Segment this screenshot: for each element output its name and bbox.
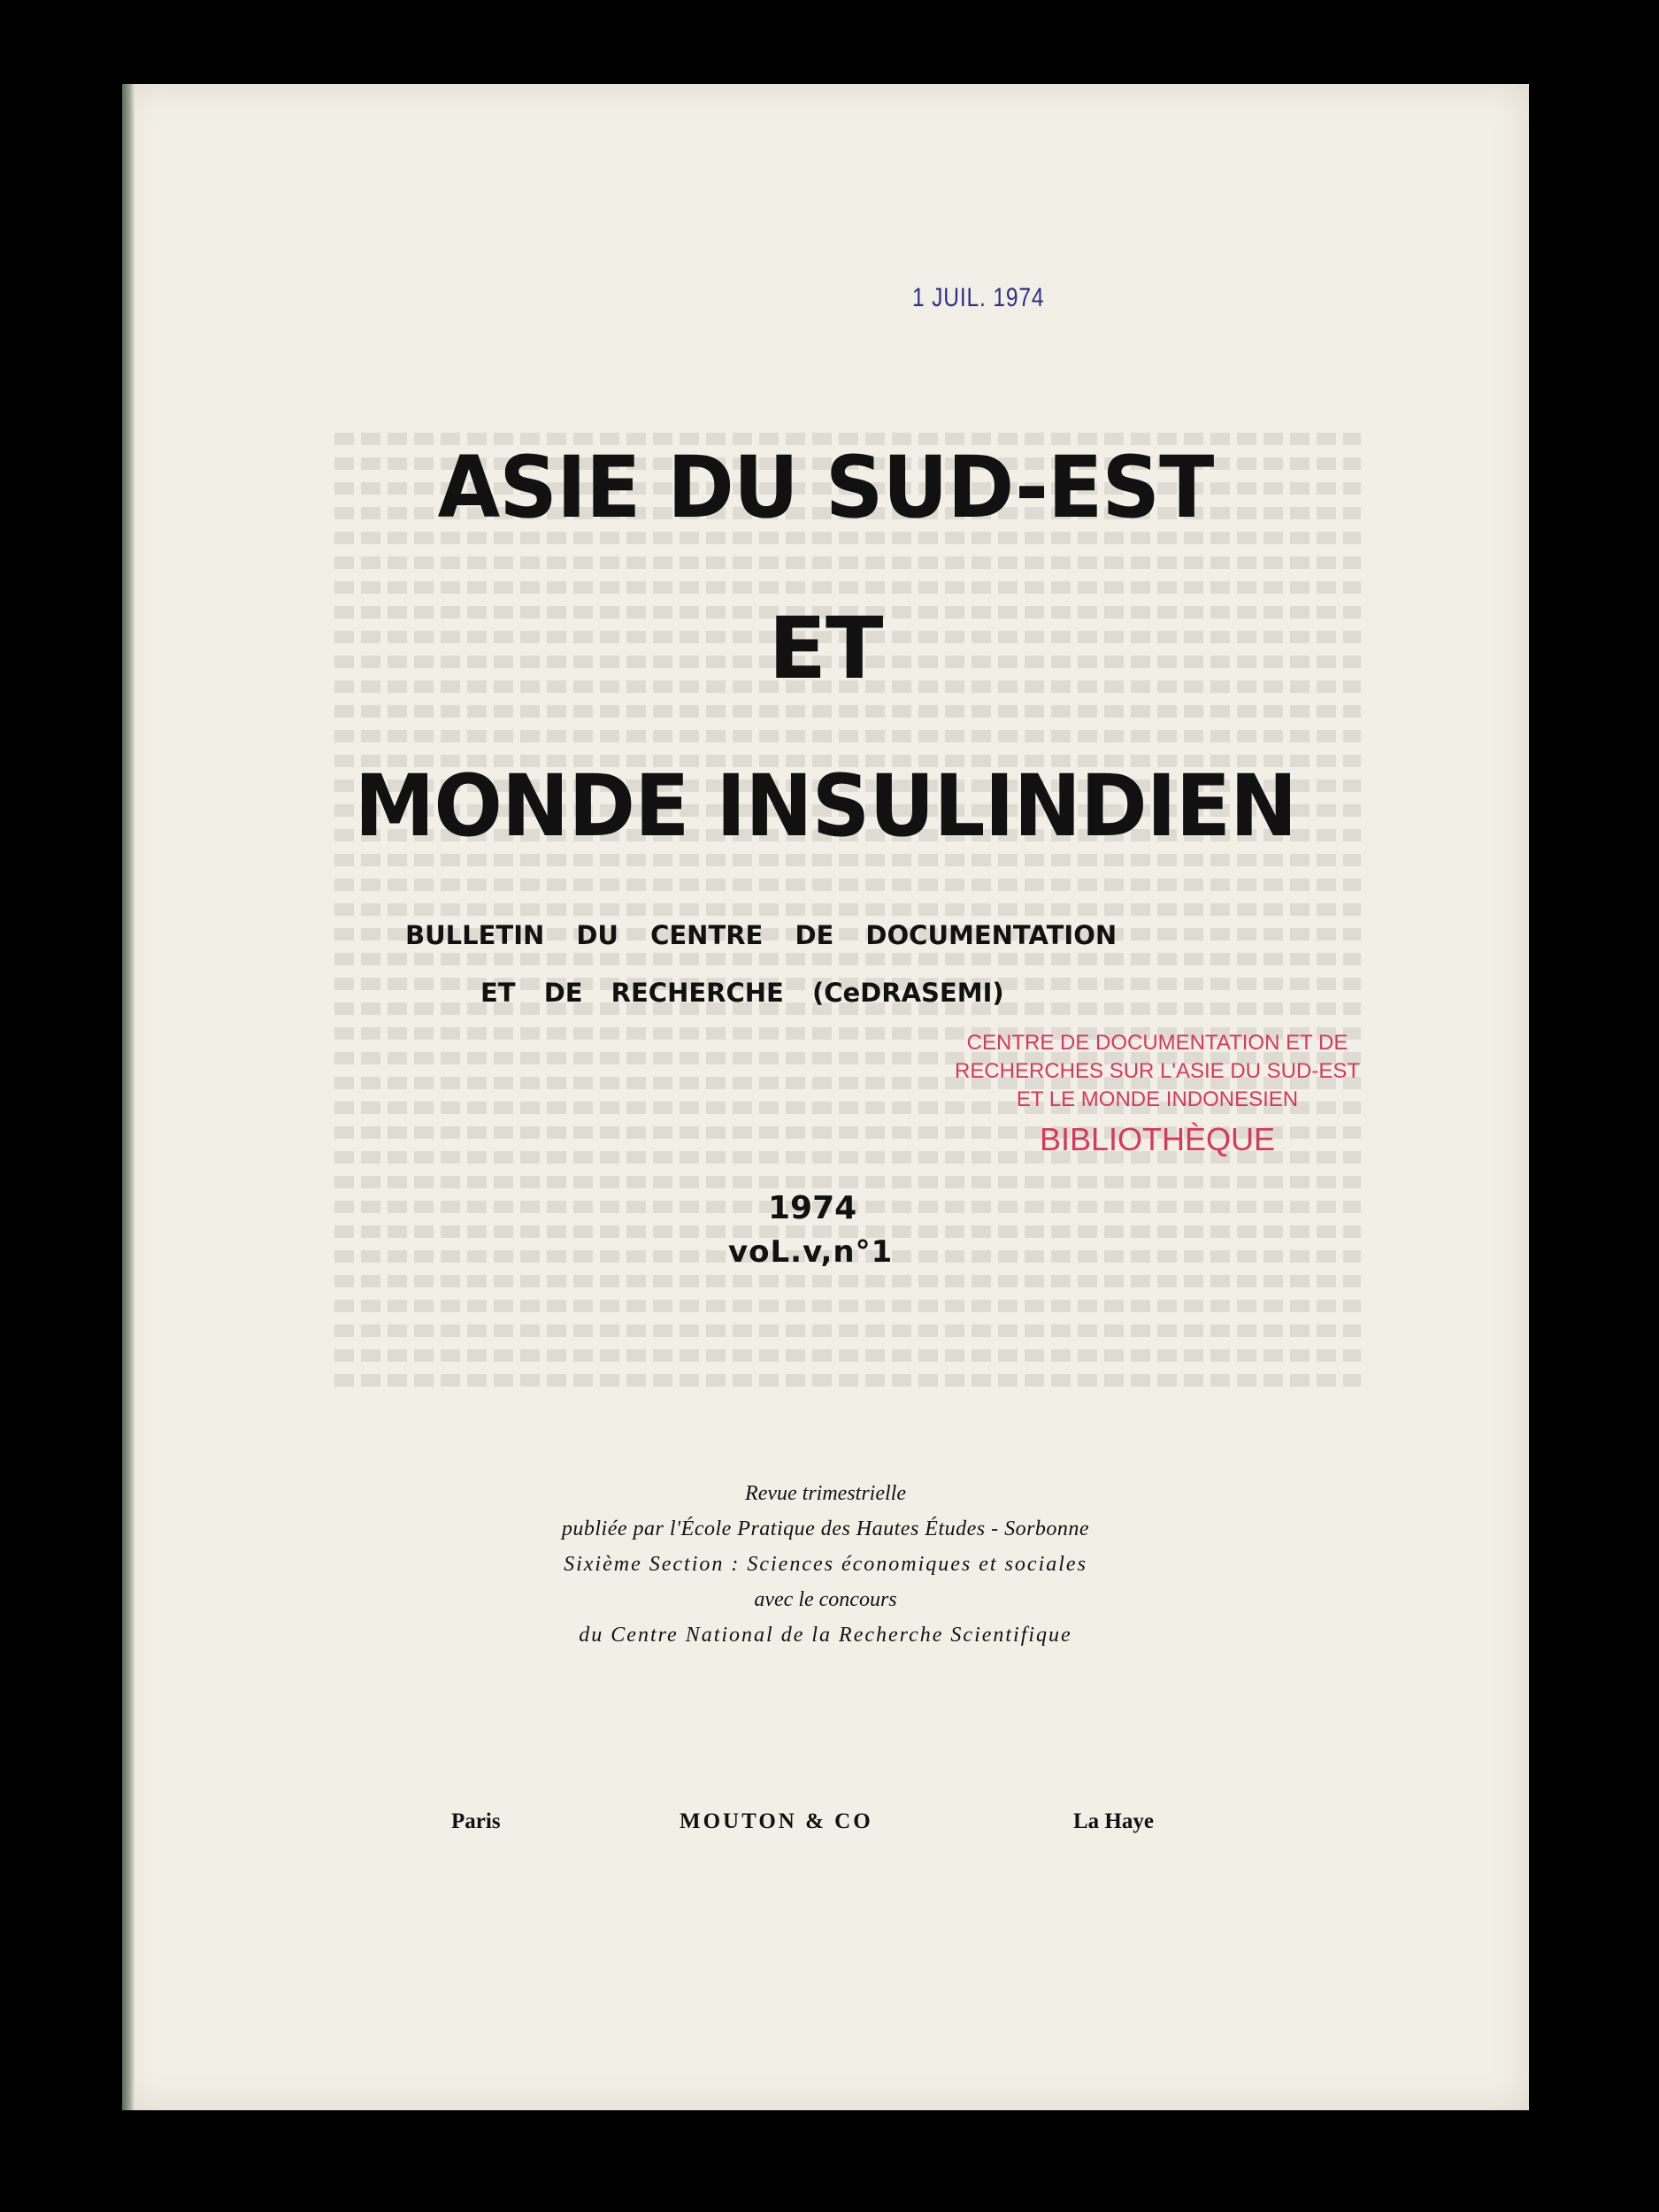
subtitle-line-1: BULLETIN DU CENTRE DE DOCUMENTATION [405, 920, 1118, 950]
issue-volume: voL.v,n°1 [728, 1234, 894, 1270]
footer-city-left: Paris [451, 1809, 501, 1833]
library-stamp-line-3: ET LE MONDE INDONESIEN [1016, 1087, 1299, 1111]
library-stamp-line-2: RECHERCHES SUR L'ASIE DU SUD-EST [955, 1059, 1360, 1083]
footer-city-right: La Haye [1073, 1809, 1154, 1833]
publisher-line-4: avec le concours [754, 1588, 897, 1611]
title-line-1: ASIE DU SUD-EST [437, 438, 1214, 537]
cover-page [122, 84, 1529, 2110]
publisher-line-3: Sixième Section : Sciences économiques et sociales [564, 1553, 1087, 1576]
library-stamp-line-4: BIBLIOTHÈQUE [1039, 1121, 1276, 1157]
issue-year: 1974 [768, 1190, 857, 1226]
title-line-2: ET [768, 599, 883, 698]
publisher-line-1: Revue trimestrielle [745, 1482, 906, 1505]
publisher-line-5: du Centre National de la Recherche Scientifique [579, 1624, 1072, 1647]
binding-spine [122, 84, 134, 2110]
library-stamp-line-1: CENTRE DE DOCUMENTATION ET DE [966, 1031, 1348, 1055]
footer-publisher: MOUTON & CO [680, 1809, 873, 1833]
subtitle-line-2: ET DE RECHERCHE (CeDRASEMI) [480, 978, 1004, 1008]
publisher-line-2: publiée par l'École Pratique des Hautes Études - Sorbonne [561, 1517, 1090, 1540]
date-stamp: 1 JUIL. 1974 [912, 283, 1045, 312]
title-line-3: MONDE INSULINDIEN [354, 757, 1297, 856]
